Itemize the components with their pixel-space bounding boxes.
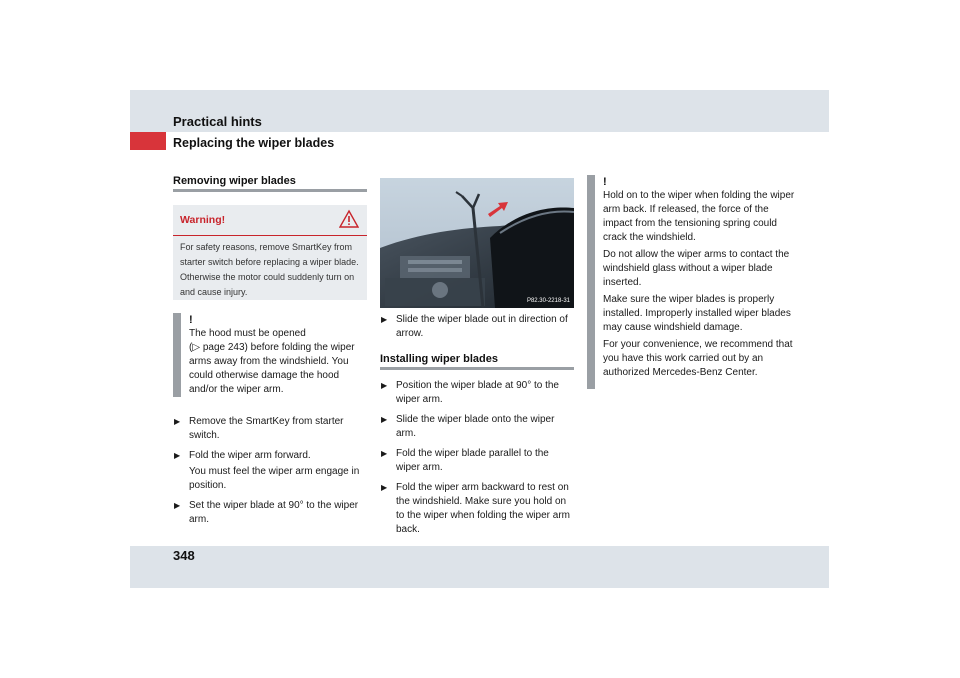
- windshield-note: [587, 175, 799, 389]
- triangle-right-icon: ▶: [174, 417, 181, 426]
- step-text: Fold the wiper arm backward to rest on the windshield. Make sure you hold on to the wiper when folding the wiper arm back.: [396, 482, 570, 535]
- step-subtext: You must feel the wiper arm engage in position.: [189, 466, 360, 491]
- warning-triangle-icon: [339, 209, 359, 229]
- list-item: [380, 481, 574, 537]
- chapter-title: Practical hints: [173, 114, 262, 129]
- note-paragraph: For your convenience, we recommend that you have this work carried out by an authorized Mercedes-Benz Center.: [603, 339, 793, 378]
- footer-band: [130, 546, 829, 588]
- step-text: Set the wiper blade at 90° to the wiper arm.: [189, 500, 359, 525]
- step-text: Remove the SmartKey from starter switch.: [189, 416, 344, 441]
- warning-text: For safety reasons, remove SmartKey from starter switch before replacing a wiper blade. Otherwise the motor could suddenly turn on and cause injury.: [180, 242, 359, 297]
- note-ref-text: page 243) before folding the wiper arms away from the windshield. You could otherwise damage the hood and/or the wiper arm.: [189, 342, 355, 395]
- installing-steps: [380, 379, 574, 543]
- triangle-right-icon: ▶: [381, 381, 388, 390]
- triangle-right-icon: ▶: [381, 449, 388, 458]
- list-item: [380, 413, 574, 441]
- list-item: [173, 499, 367, 527]
- removing-heading: Removing wiper blades: [173, 175, 296, 187]
- triangle-right-icon: ▶: [381, 315, 388, 324]
- list-item: [380, 313, 574, 341]
- installing-heading: Installing wiper blades: [380, 353, 498, 365]
- triangle-right-icon: ▶: [174, 501, 181, 510]
- section-title: Replacing the wiper blades: [173, 136, 335, 150]
- page-number: 348: [173, 548, 195, 563]
- list-item: [380, 379, 574, 407]
- warning-title: Warning!: [180, 214, 226, 226]
- note-line1: The hood must be opened: [189, 328, 306, 339]
- engine-bay-image: [380, 178, 574, 308]
- removing-steps: [173, 415, 367, 533]
- note-exclamation-icon: !: [189, 314, 193, 326]
- header-accent-block: [130, 132, 166, 150]
- step-text: Position the wiper blade at 90° to the wiper arm.: [396, 380, 559, 405]
- page-ref-arrow-icon: ▷: [192, 342, 201, 353]
- note-paragraph: Make sure the wiper blades is properly installed. Improperly installed wiper blades may cause windshield damage.: [603, 294, 791, 333]
- note-paragraph: Do not allow the wiper arms to contact the windshield glass without a wiper blade inserted.: [603, 249, 790, 288]
- note-paragraph: Hold on to the wiper when folding the wiper arm back. If released, the force of the impact from the tensioning spring could crack the windshield.: [603, 190, 795, 243]
- triangle-right-icon: ▶: [174, 451, 181, 460]
- hood-note: [173, 313, 367, 397]
- step-text: Slide the wiper blade out in direction of arrow.: [396, 314, 568, 339]
- list-item: [380, 447, 574, 475]
- step-text: Slide the wiper blade onto the wiper arm.: [396, 414, 555, 439]
- installing-heading-rule: [380, 367, 574, 370]
- list-item: [173, 449, 367, 463]
- triangle-right-icon: ▶: [381, 415, 388, 424]
- triangle-right-icon: ▶: [381, 483, 388, 492]
- slide-step: [380, 313, 574, 347]
- warning-box: [173, 205, 367, 300]
- removing-heading-rule: [173, 189, 367, 192]
- photo-id-label: P82.30-2218-31: [526, 298, 570, 304]
- step-text: Fold the wiper arm forward.: [189, 450, 311, 461]
- step-text: Fold the wiper blade parallel to the wiper arm.: [396, 448, 549, 473]
- warning-divider: [173, 235, 367, 236]
- note-paren: (: [189, 342, 193, 353]
- list-item: [173, 415, 367, 443]
- wiper-photo: [380, 178, 574, 308]
- note-line2: [189, 341, 367, 397]
- note-exclamation-icon: !: [603, 176, 607, 188]
